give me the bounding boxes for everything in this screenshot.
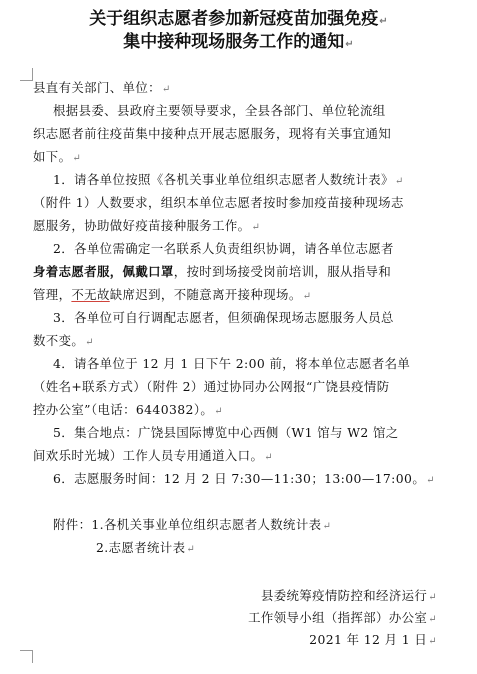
item-2-line: 身着志愿者服，佩戴口罩，按时到场接受岗前培训，服从指导和 [33, 264, 392, 279]
item-1-line: 1．请各单位按照《各机关事业单位组织志愿者人数统计表》↵ [53, 172, 404, 187]
item-2-line: 2．各单位需确定一名联系人负责组织协调，请各单位志愿者 [53, 241, 394, 256]
paragraph-mark-icon: ↵ [214, 406, 224, 417]
paragraph-mark-icon: ↵ [161, 84, 171, 95]
paragraph-mark-icon: ↵ [379, 16, 388, 27]
paragraph-mark-icon: ↵ [186, 544, 196, 555]
paragraph-mark-icon: ↵ [428, 636, 437, 647]
item-6-line: 6．志愿服务时间：12 月 2 日 7:30—11:30；13:00—17:00。↵ [53, 471, 435, 486]
paragraph-mark-icon: ↵ [428, 614, 437, 625]
emphasis-text: 身着志愿者服，佩戴口罩 [33, 264, 174, 279]
paragraph-mark-icon: ↵ [322, 521, 332, 532]
paragraph-mark-icon: ↵ [428, 592, 437, 603]
paragraph-mark-icon: ↵ [345, 39, 354, 50]
paragraph-mark-icon: ↵ [302, 291, 312, 302]
document-title-line-1: 关于组织志愿者参加新冠疫苗加强免疫↵ [89, 9, 388, 29]
intro-line: 织志愿者前往疫苗集中接种点开展志愿服务，现将有关事宜通知 [33, 126, 392, 141]
attachment-line: 附件：1.各机关事业单位组织志愿者人数统计表↵ [53, 517, 332, 532]
crop-mark-bottom-left [20, 650, 33, 663]
paragraph-mark-icon: ↵ [394, 176, 404, 187]
intro-line: 根据县委、县政府主要领导要求，全县各部门、单位轮流组 [53, 103, 386, 118]
paragraph-mark-icon: ↵ [251, 222, 261, 233]
salutation: 县直有关部门、单位：↵ [33, 80, 171, 95]
intro-line: 如下。↵ [33, 149, 82, 164]
paragraph-mark-icon: ↵ [72, 153, 82, 164]
item-1-line: 愿服务，协助做好疫苗接种服务工作。↵ [33, 218, 261, 233]
signature-org-line-1: 县委统筹疫情防控和经济运行↵ [260, 588, 437, 603]
item-5-line: 5．集合地点：广饶县国际博览中心西侧（W1 馆与 W2 馆之 [53, 425, 399, 440]
signature-date: 2021 年 12 月 1 日↵ [309, 632, 437, 647]
spellcheck-underline: 不无故 [71, 287, 110, 302]
attachment-line: 2.志愿者统计表↵ [96, 540, 196, 555]
item-1-line: （附件 1）人数要求，组织本单位志愿者按时参加疫苗接种现场志 [33, 195, 404, 210]
item-3-line: 数不变。↵ [33, 333, 94, 348]
item-5-line: 间欢乐时光城）工作人员专用通道入口。↵ [33, 448, 274, 463]
signature-org-line-2: 工作领导小组（指挥部）办公室↵ [248, 610, 437, 625]
item-4-line: 4．请各单位于 12 月 1 日下午 2:00 前，将本单位志愿者名单 [53, 356, 411, 371]
paragraph-mark-icon: ↵ [85, 337, 94, 348]
item-3-line: 3．各单位可自行调配志愿者，但须确保现场志愿服务人员总 [53, 310, 394, 325]
item-4-line: （姓名+联系方式）（附件 2）通过协同办公网报“广饶县疫情防 [33, 379, 390, 394]
paragraph-mark-icon: ↵ [264, 452, 274, 463]
item-2-line: 管理，不无故缺席迟到，不随意离开接种现场。↵ [33, 287, 312, 302]
item-4-line: 控办公室”（电话：6440382）。↵ [33, 402, 224, 417]
document-title-line-2: 集中接种现场服务工作的通知↵ [123, 32, 354, 52]
paragraph-mark-icon: ↵ [426, 475, 435, 486]
crop-mark-top-left [20, 68, 33, 81]
